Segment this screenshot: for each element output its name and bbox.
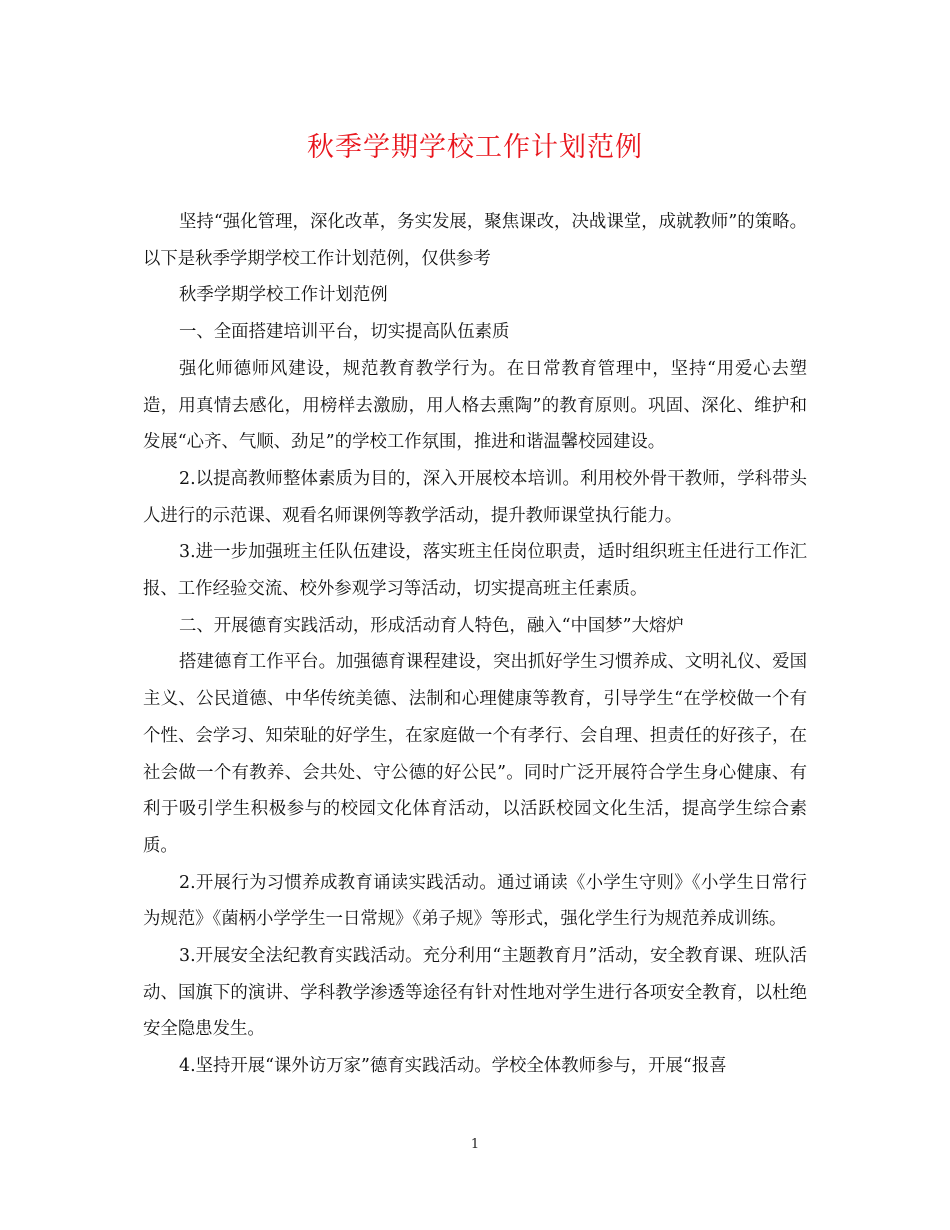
paragraph: 3.开展安全法纪教育实践活动。充分利用“主题教育月”活动，安全教育课、班队活动、国旗下的演讲、学科教学渗透等途径有针对性地对学生进行各项安全教育，以杜绝安全隐患发生。 — [143, 946, 807, 1040]
paragraph: 2.以提高教师整体素质为目的，深入开展校本培训。利用校外骨干教师，学科带头人进行的示范课、观看名师课例等教学活动，提升教师课堂执行能力。 — [143, 468, 807, 526]
section-heading-1: 一、全面搭建培训平台，切实提高队伍素质 — [179, 322, 510, 343]
section-heading-2: 二、开展德育实践活动，形成活动育人特色，融入“中国梦”大熔炉 — [179, 615, 684, 636]
document-title: 秋季学期学校工作计划范例 — [307, 132, 643, 163]
paragraph: 2.开展行为习惯养成教育诵读实践活动。通过诵读《小学生守则》《小学生日常行为规范》《菌柄小学学生一日常规》《弟子规》等形式，强化学生行为规范养成训练。 — [143, 872, 807, 930]
paragraph: 3.进一步加强班主任队伍建设，落实班主任岗位职责，适时组织班主任进行工作汇报、工作经验交流、校外参观学习等活动，切实提高班主任素质。 — [143, 542, 807, 600]
paragraph-intro: 坚持“强化管理，深化改革，务实发展，聚焦课改，决战课堂，成就教师”的策略。以下是秋季学期学校工作计划范例，仅供参考 — [143, 212, 807, 269]
paragraph: 4.坚持开展“课外访万家”德育实践活动。学校全体教师参与，开展“报喜 — [179, 1056, 727, 1077]
page-number: 1 — [470, 1137, 480, 1152]
document-body — [143, 204, 807, 1085]
paragraph-subtitle: 秋季学期学校工作计划范例 — [179, 285, 388, 306]
paragraph: 搭建德育工作平台。加强德育课程建设，突出抓好学生习惯养成、文明礼仪、爱国主义、公民道德、中华传统美德、法制和心理健康等教育，引导学生“在学校做一个有个性、会学习、知荣耻的好学生，在家庭做一个有孝行、会自理、担责任的好孩子，在社会做一个有教养、会共处、守公德的好公民”。同时广泛开展符合学生身心健康、有利于吸引学生积极参与的校园文化体育活动，以活跃校园文化生活，提高学生综合素质。 — [143, 652, 807, 856]
paragraph: 强化师德师风建设，规范教育教学行为。在日常教育管理中，坚持“用爱心去塑造，用真情去感化，用榜样去激励，用人格去熏陶”的教育原则。巩固、深化、维护和发展“心齐、气顺、劲足”的学校工作氛围，推进和谐温馨校园建设。 — [143, 358, 807, 453]
